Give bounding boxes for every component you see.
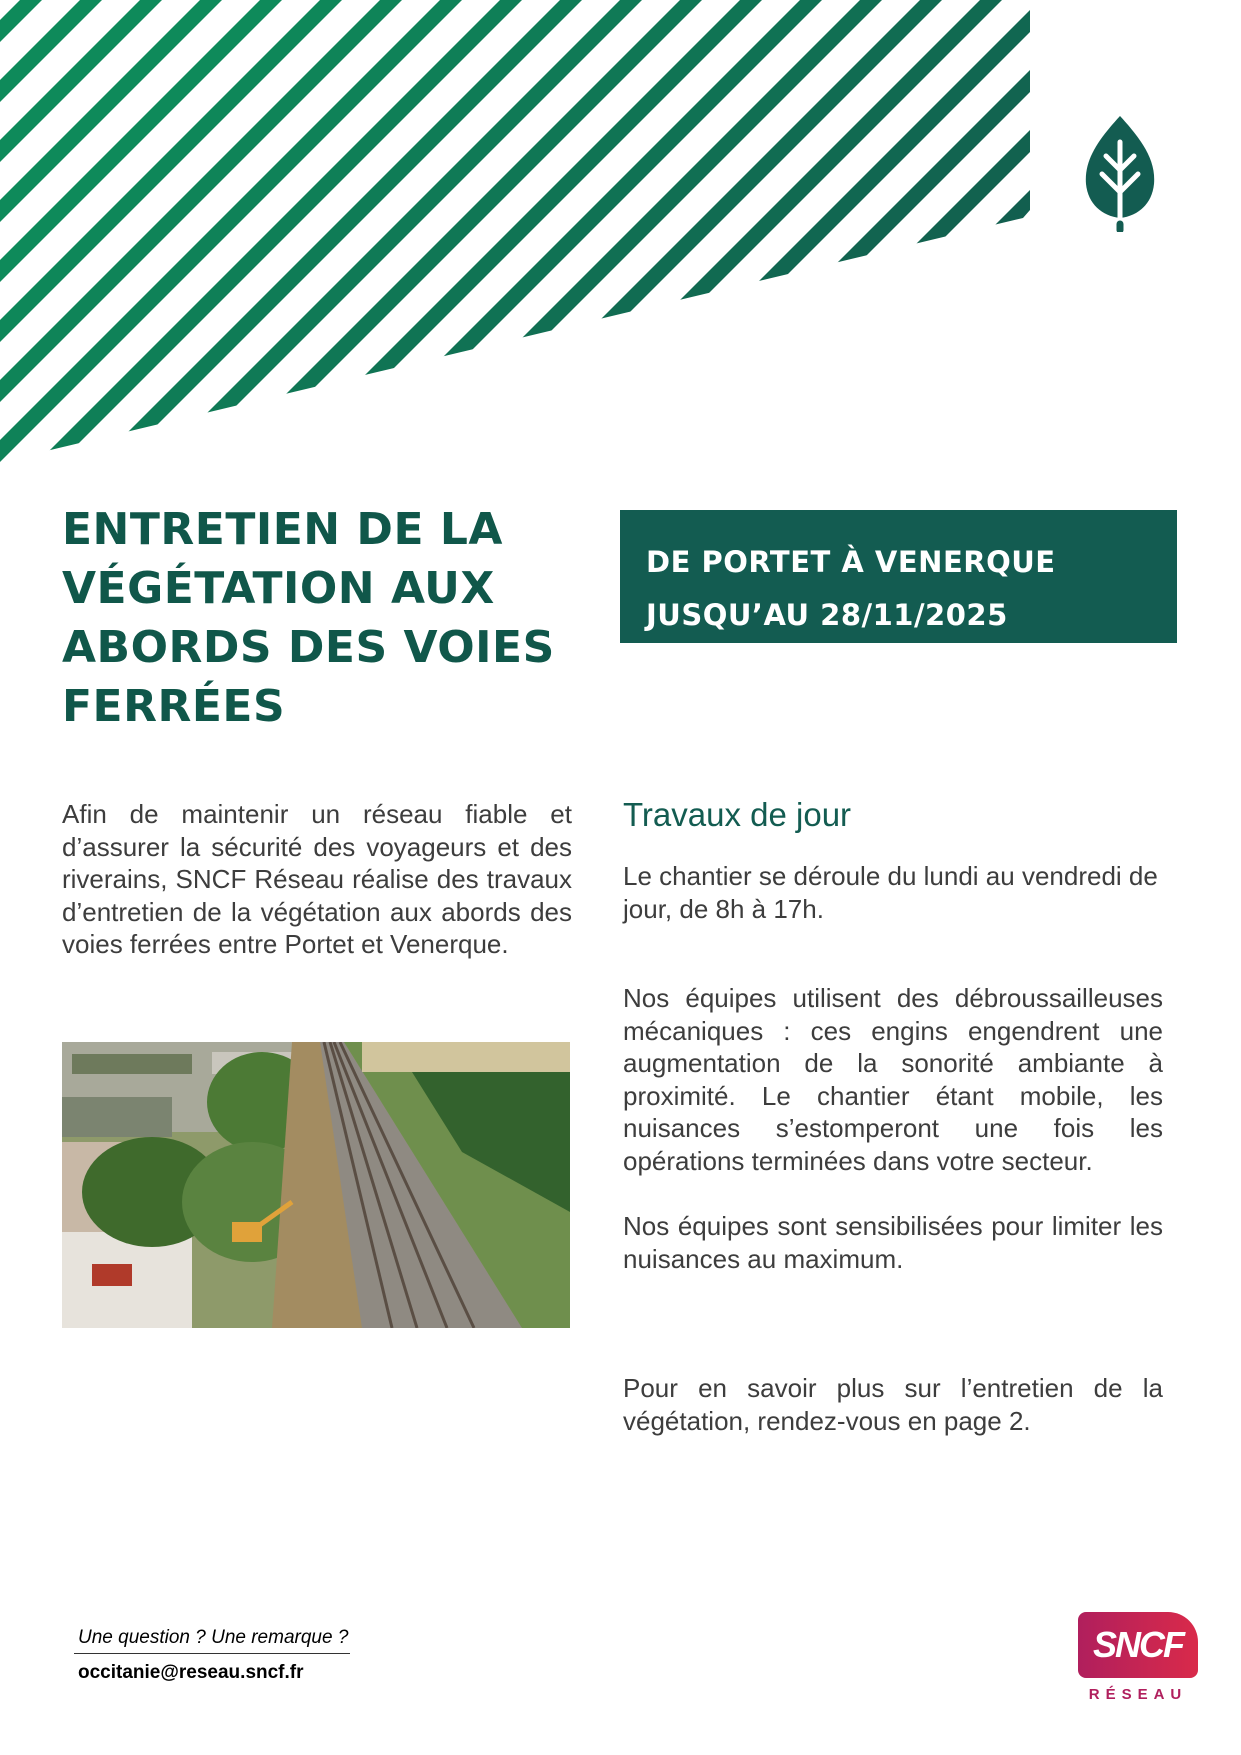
title-line: VÉGÉTATION AUX <box>62 563 495 614</box>
schedule-paragraph: Le chantier se déroule du lundi au vendredi de jour, de 8h à 17h. <box>623 861 1158 924</box>
title-line: ABORDS DES VOIES <box>62 622 555 673</box>
title-line: FERRÉES <box>62 681 286 732</box>
contact-question: Une question ? Une remarque ? <box>74 1627 350 1654</box>
reseau-logo-text: RÉSEAU <box>1088 1686 1188 1703</box>
sncf-logo-text: SNCF <box>1093 1624 1183 1665</box>
sncf-logo-mark <box>1078 1612 1198 1678</box>
header-stripes <box>0 0 1030 470</box>
header-stripe <box>1020 0 1030 470</box>
leaf-icon <box>1080 112 1160 232</box>
contact-block <box>74 1627 350 1684</box>
teams-paragraph: Nos équipes sont sensibilisées pour limiter les nuisances au maximum. <box>623 1211 1163 1274</box>
more-info-paragraph: Pour en savoir plus sur l’entretien de la végétation, rendez-vous en page 2. <box>623 1373 1163 1436</box>
location-date-banner <box>620 510 1177 643</box>
sncf-reseau-logo <box>1078 1612 1210 1703</box>
title-line: ENTRETIEN DE LA <box>62 504 503 555</box>
contact-email[interactable]: occitanie@reseau.sncf.fr <box>78 1662 304 1683</box>
aerial-railway-photo <box>62 1042 570 1328</box>
banner-location: DE PORTET À VENERQUE <box>646 545 1056 579</box>
page-title <box>62 500 582 736</box>
banner-date: JUSQU’AU 28/11/2025 <box>646 598 1008 632</box>
equipment-paragraph: Nos équipes utilisent des débroussailleuses mécaniques : ces engins engendrent une augmentation de la sonorité ambiante à proximité. Le chantier étant mobile, les nuisances s’estomperont une fois les opérations terminées dans votre secteur. <box>623 983 1163 1176</box>
intro-paragraph: Afin de maintenir un réseau fiable et d’assurer la sécurité des voyageurs et des riverains, SNCF Réseau réalise des travaux d’entretien de la végétation aux abords des voies ferrées entre Portet et Venerque. <box>62 799 572 959</box>
section-heading: Travaux de jour <box>623 796 852 833</box>
